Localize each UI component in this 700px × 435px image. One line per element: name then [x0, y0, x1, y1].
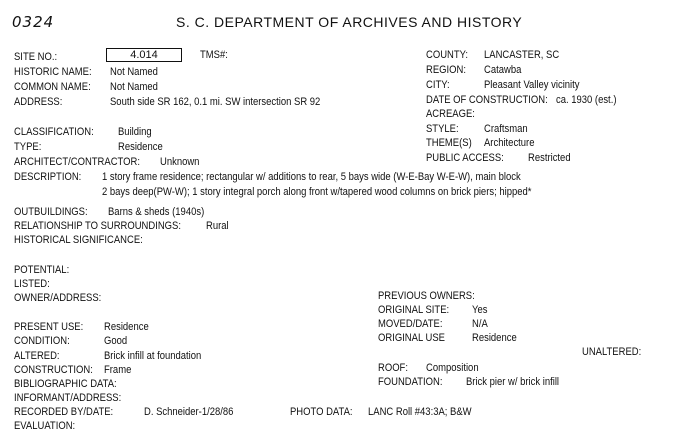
informant-label: INFORMANT/ADDRESS:	[14, 392, 122, 404]
present-use-value: Residence	[104, 321, 149, 333]
tms-label: TMS#:	[200, 49, 228, 61]
common-name-label: COMMON NAME:	[14, 81, 91, 93]
original-use-value: Residence	[472, 332, 517, 344]
description-line-1: 1 story frame residence; rectangular w/ additions to rear, 5 bays wide (W-E-Bay W-E-W), main block	[102, 171, 521, 183]
recorded-by-value: D. Schneider-1/28/86	[144, 406, 234, 418]
classification-label: CLASSIFICATION:	[14, 126, 94, 138]
region-value: Catawba	[484, 64, 522, 76]
photo-data-label: PHOTO DATA:	[290, 406, 353, 418]
present-use-label: PRESENT USE:	[14, 321, 84, 333]
listed-label: LISTED:	[14, 278, 50, 290]
construction-value: Frame	[104, 364, 132, 376]
bibliographic-label: BIBLIOGRAPHIC DATA:	[14, 378, 117, 390]
type-value: Residence	[118, 141, 163, 153]
recorded-by-label: RECORDED BY/DATE:	[14, 406, 114, 418]
original-site-value: Yes	[472, 304, 488, 316]
original-site-label: ORIGINAL SITE:	[378, 304, 450, 316]
public-access-label: PUBLIC ACCESS:	[426, 152, 504, 164]
themes-label: THEME(S)	[426, 137, 472, 149]
potential-label: POTENTIAL:	[14, 264, 70, 276]
owner-address-label: OWNER/ADDRESS:	[14, 292, 102, 304]
common-name-value: Not Named	[110, 81, 158, 93]
evaluation-label: EVALUATION:	[14, 420, 76, 432]
altered-label: ALTERED:	[14, 350, 60, 362]
date-construction-label: DATE OF CONSTRUCTION:	[426, 94, 548, 106]
historic-name-label: HISTORIC NAME:	[14, 66, 92, 78]
original-use-label: ORIGINAL USE	[378, 332, 445, 344]
style-label: STYLE:	[426, 123, 459, 135]
address-label: ADDRESS:	[14, 96, 63, 108]
themes-value: Architecture	[484, 137, 535, 149]
date-construction-value: ca. 1930 (est.)	[556, 94, 617, 106]
architect-value: Unknown	[160, 156, 200, 168]
foundation-value: Brick pier w/ brick infill	[466, 376, 560, 388]
foundation-label: FOUNDATION:	[378, 376, 443, 388]
city-value: Pleasant Valley vicinity	[484, 79, 580, 91]
county-label: COUNTY:	[426, 49, 469, 61]
relationship-label: RELATIONSHIP TO SURROUNDINGS:	[14, 220, 181, 232]
historic-name-value: Not Named	[110, 66, 158, 78]
construction-label: CONSTRUCTION:	[14, 364, 93, 376]
architect-label: ARCHITECT/CONTRACTOR:	[14, 156, 140, 168]
altered-value: Brick infill at foundation	[104, 350, 202, 362]
moved-date-value: N/A	[472, 318, 488, 330]
page-title: S. C. DEPARTMENT OF ARCHIVES AND HISTORY	[176, 14, 523, 30]
roof-value: Composition	[426, 362, 479, 374]
style-value: Craftsman	[484, 123, 528, 135]
relationship-value: Rural	[206, 220, 229, 232]
photo-data-value: LANC Roll #43:3A; B&W	[368, 406, 472, 418]
region-label: REGION:	[426, 64, 466, 76]
site-no-value: 4.014	[106, 48, 182, 62]
city-label: CITY:	[426, 79, 450, 91]
historical-significance-label: HISTORICAL SIGNIFICANCE:	[14, 234, 143, 246]
type-label: TYPE:	[14, 141, 42, 153]
description-line-2: 2 bays deep(PW-W); 1 story integral porch along front w/tapered wood columns on brick piers; hipped*	[102, 186, 532, 198]
doc-number: 0324	[12, 13, 55, 31]
condition-label: CONDITION:	[14, 335, 70, 347]
moved-date-label: MOVED/DATE:	[378, 318, 443, 330]
previous-owners-label: PREVIOUS OWNERS:	[378, 290, 475, 302]
address-value: South side SR 162, 0.1 mi. SW intersection SR 92	[110, 96, 321, 108]
outbuildings-label: OUTBUILDINGS:	[14, 206, 88, 218]
public-access-value: Restricted	[528, 152, 571, 164]
description-label: DESCRIPTION:	[14, 171, 82, 183]
acreage-label: ACREAGE:	[426, 108, 475, 120]
county-value: LANCASTER, SC	[484, 49, 560, 61]
outbuildings-value: Barns & sheds (1940s)	[108, 206, 205, 218]
site-no-label: SITE NO.:	[14, 51, 58, 63]
classification-value: Building	[118, 126, 152, 138]
roof-label: ROOF:	[378, 362, 408, 374]
condition-value: Good	[104, 335, 128, 347]
unaltered-label: UNALTERED:	[582, 346, 642, 358]
